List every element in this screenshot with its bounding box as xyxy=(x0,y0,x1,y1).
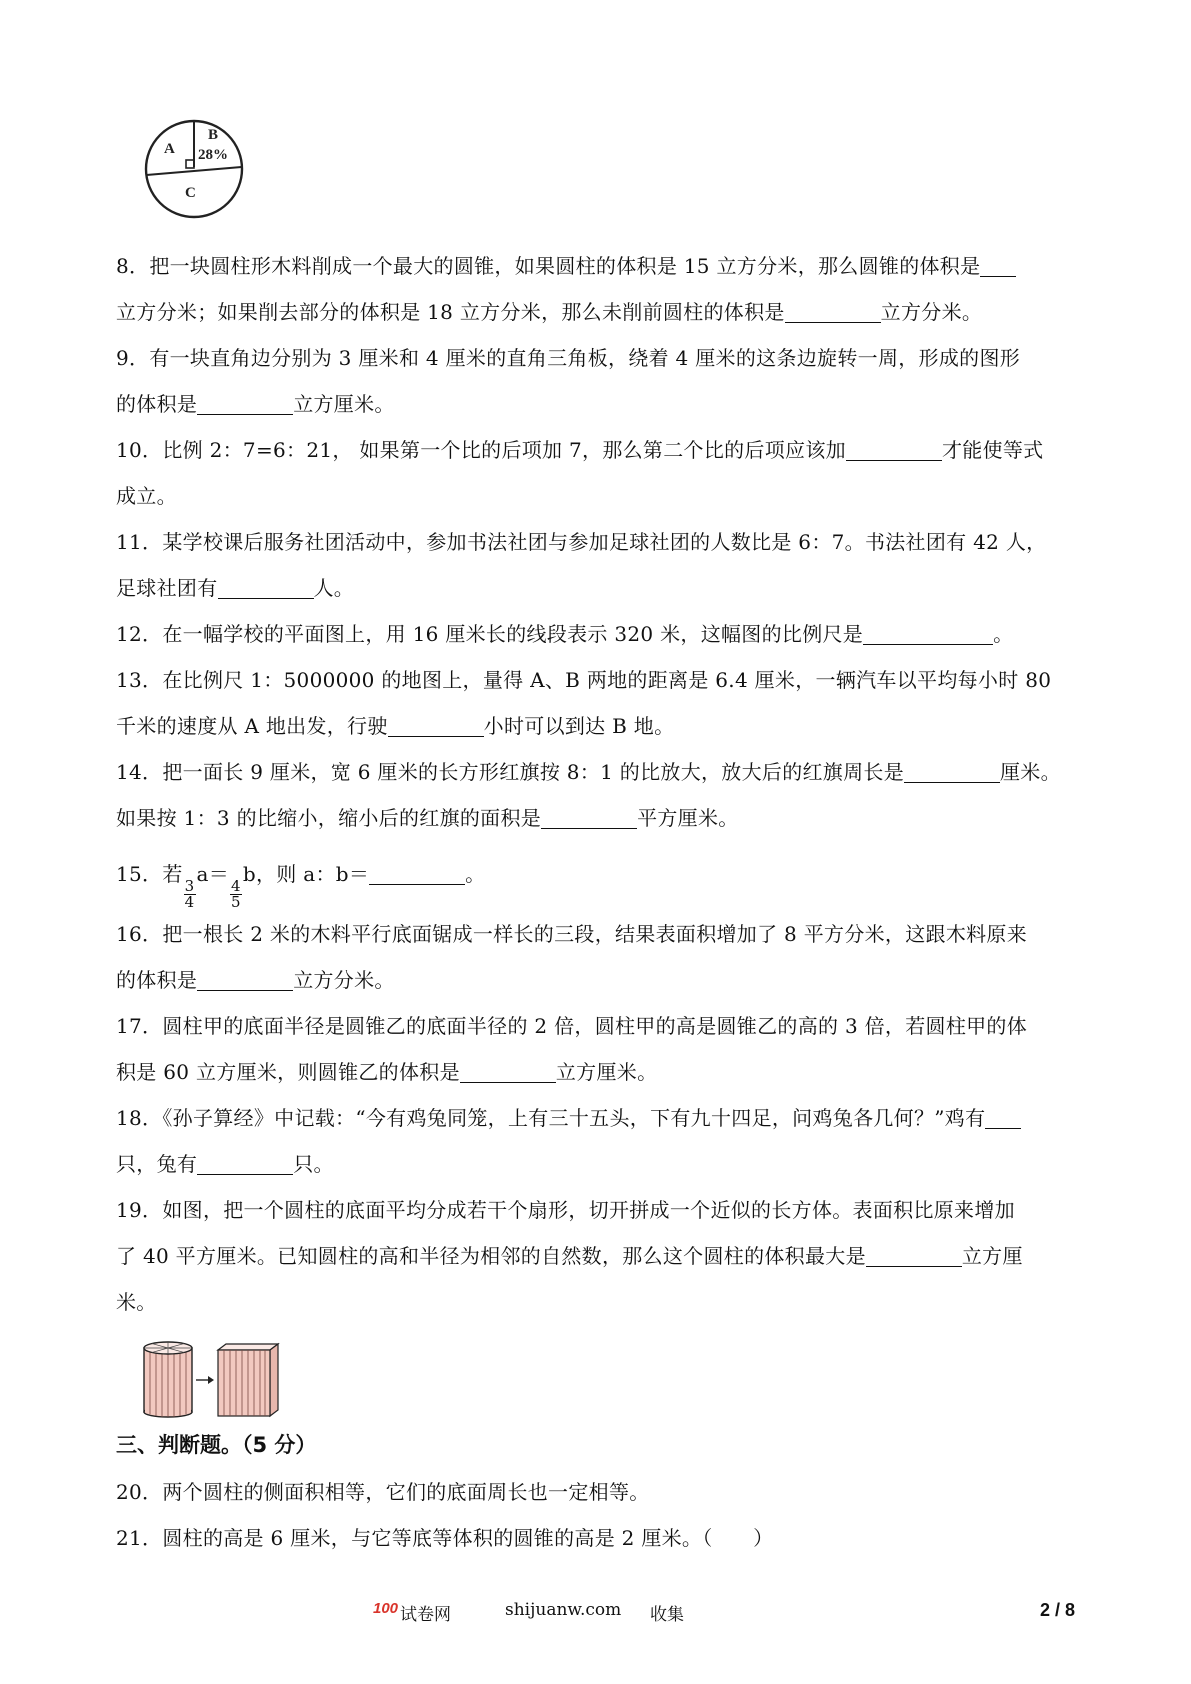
question-9-line-1: 9．有一块直角边分别为 3 厘米和 4 厘米的直角三角板，绕着 4 厘米的这条边旋转一周，形成的图形 xyxy=(116,346,1021,370)
question-15-line-1: 15．若 $\frac{3}{4}$ a＝ $\frac{4}{5}$ b，则 a：b＝ 。 xyxy=(116,862,486,911)
question-21-line-1: 21．圆柱的高是 6 厘米，与它等底等体积的圆锥的高是 2 厘米。（ ） xyxy=(116,1526,774,1550)
answer-blank[interactable] xyxy=(197,970,293,991)
question-17-line-1: 17．圆柱甲的底面半径是圆锥乙的底面半径的 2 倍，圆柱甲的高是圆锥乙的高的 3 倍，若圆柱甲的体 xyxy=(116,1014,1028,1038)
answer-blank[interactable] xyxy=(846,440,942,461)
answer-blank[interactable] xyxy=(785,302,881,323)
question-8-line-1: 8．把一块圆柱形木料削成一个最大的圆锥，如果圆柱的体积是 15 立方分米，那么圆锥的体积是 xyxy=(116,254,1016,278)
question-13-line-1: 13．在比例尺 1：5000000 的地图上，量得 A、B 两地的距离是 6.4 厘米，一辆汽车以平均每小时 80 xyxy=(116,668,1052,692)
question-19-line-3: 米。 xyxy=(116,1290,157,1314)
site-name: 试卷网 xyxy=(400,1605,451,1625)
page-footer xyxy=(0,1600,1191,1626)
question-12-line-1: 12．在一幅学校的平面图上，用 16 厘米长的线段表示 320 米，这幅图的比例尺是 。 xyxy=(116,622,1014,646)
question-20-line-1: 20．两个圆柱的侧面积相等，它们的底面周长也一定相等。 xyxy=(116,1480,650,1504)
question-9-line-2: 的体积是 立方厘米。 xyxy=(116,392,395,416)
answer-blank[interactable] xyxy=(980,256,1016,277)
question-16-line-1: 16．把一根长 2 米的木料平行底面锯成一样长的三段，结果表面积增加了 8 平方分米，这跟木料原来 xyxy=(116,922,1028,946)
answer-blank[interactable] xyxy=(985,1108,1021,1129)
collect-label: 收集 xyxy=(650,1605,684,1625)
answer-blank[interactable] xyxy=(863,624,993,645)
answer-blank[interactable] xyxy=(197,394,293,415)
cylinder-to-cuboid-figure xyxy=(140,1340,300,1420)
question-13-line-2: 千米的速度从 A 地出发，行驶 小时可以到达 B 地。 xyxy=(116,714,675,738)
question-19-line-1: 19．如图，把一个圆柱的底面平均分成若干个扇形，切开拼成一个近似的长方体。表面积比原来增加 xyxy=(116,1198,1015,1222)
answer-blank[interactable] xyxy=(388,716,484,737)
question-16-line-2: 的体积是 立方分米。 xyxy=(116,968,395,992)
pie-label-a: A xyxy=(164,141,175,157)
question-18-line-2: 只，兔有 只。 xyxy=(116,1152,334,1176)
fraction-four-fifths: $\frac{4}{5}$ xyxy=(231,877,241,911)
answer-blank[interactable] xyxy=(866,1246,962,1267)
question-11-line-1: 11．某学校课后服务社团活动中，参加书法社团与参加足球社团的人数比是 6：7。书法社团有 42 人， xyxy=(116,530,1047,554)
question-8-line-2: 立方分米；如果削去部分的体积是 18 立方分米，那么未削前圆柱的体积是 立方分米。 xyxy=(116,300,983,324)
site-url[interactable]: shijuanw.com xyxy=(505,1600,622,1620)
pie-label-c: C xyxy=(185,185,196,201)
site-logo: 100 xyxy=(373,1600,399,1617)
answer-blank[interactable] xyxy=(460,1062,556,1083)
section-heading-judgement: 三、判断题。（5 分） xyxy=(116,1433,317,1457)
question-10-line-2: 成立。 xyxy=(116,484,177,508)
pie-chart-figure xyxy=(142,117,246,221)
question-14-line-1: 14．把一面长 9 厘米，宽 6 厘米的长方形红旗按 8：1 的比放大，放大后的红旗周长是 厘米。 xyxy=(116,760,1061,784)
fraction-three-quarters: $\frac{3}{4}$ xyxy=(184,877,195,911)
question-11-line-2: 足球社团有 人。 xyxy=(116,576,355,600)
page-number: 2 / 8 xyxy=(1040,1600,1076,1620)
question-10-line-1: 10．比例 2：7=6：21， 如果第一个比的后项加 7，那么第二个比的后项应该加 才能使等式 xyxy=(116,438,1044,462)
pie-label-b: B xyxy=(208,127,219,143)
answer-blank[interactable] xyxy=(369,864,465,885)
question-17-line-2: 积是 60 立方厘米，则圆锥乙的体积是 立方厘米。 xyxy=(116,1060,658,1084)
answer-blank[interactable] xyxy=(218,578,314,599)
answer-blank[interactable] xyxy=(197,1154,293,1175)
question-18-line-1: 18．《孙子算经》中记载：“今有鸡兔同笼，上有三十五头，下有九十四足，问鸡兔各几何？”鸡有 xyxy=(116,1106,1021,1130)
question-14-line-2: 如果按 1：3 的比缩小，缩小后的红旗的面积是 平方厘米。 xyxy=(116,806,739,830)
question-19-line-2: 了 40 平方厘米。已知圆柱的高和半径为相邻的自然数，那么这个圆柱的体积最大是 立方厘 xyxy=(116,1244,1023,1268)
answer-blank[interactable] xyxy=(904,762,1000,783)
pie-label-b-pct: 28% xyxy=(198,147,228,163)
answer-blank[interactable] xyxy=(541,808,637,829)
